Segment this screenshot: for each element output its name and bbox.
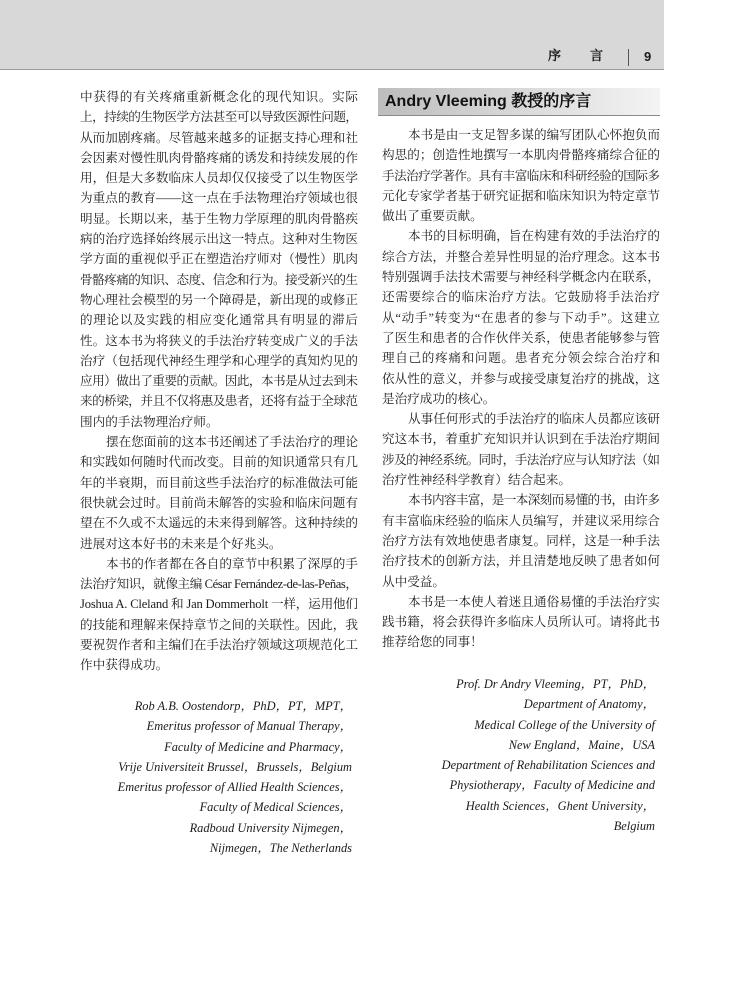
text-line: 望在不久或不太遥远的未来得到解答。这种持续的 (80, 516, 359, 531)
text-line: 的技能和理解来保持章节之间的关联性。因此，我 (80, 617, 359, 632)
signature-vleeming (382, 674, 655, 836)
signature-line: Emeritus professor of Allied Health Sciences， (117, 780, 352, 795)
text-line: 做出了重要贡献。 (382, 209, 483, 224)
text-line: 摆在您面前的这本书还阐述了手法治疗的理论 (106, 435, 359, 450)
paragraph (382, 409, 660, 490)
paragraph (382, 226, 660, 409)
text-line: 应用）做出了重要的贡献。因此，本书是从过去到未 (80, 374, 358, 389)
page-number: 9 (644, 49, 652, 64)
signature-line: Belgium (613, 819, 655, 834)
signature-line: Rob A.B. Oostendorp，PhD，PT，MPT， (134, 699, 352, 713)
signature-line: Prof. Dr Andry Vleeming，PT，PhD， (456, 677, 655, 691)
text-line: 很快就会过时。目前尚未解答的实验和临床问题有 (80, 495, 359, 510)
text-line: 围内的手法物理治疗师。 (80, 414, 219, 429)
text-line: 性。这本书为将狭义的手法治疗转变成广义的手法 (80, 333, 359, 348)
signature-line: Vrije Universiteit Brussel，Brussels，Belgium (118, 759, 352, 774)
text-line: 来的桥梁，并且不仅将惠及患者，还将有益于全球范 (80, 394, 358, 409)
section-heading: Andry Vleeming 教授的序言 (378, 88, 660, 116)
signature-line: Department of Rehabilitation Sciences and (441, 758, 655, 773)
text-line: 元化专家学者基于研究证据和临床知识为特定章节 (382, 188, 661, 203)
paragraph (382, 125, 660, 226)
right-column (382, 125, 660, 653)
signature-line: Physiotherapy，Faculty of Medicine and (449, 778, 655, 793)
signature-line: Medical College of the University of (474, 717, 655, 732)
text-line: 年的半衰期，而目前这些手法治疗的标准做法可能 (80, 475, 359, 490)
text-line: 本书是一本使人着迷且通俗易懂的手法治疗实 (408, 594, 661, 609)
paragraph (80, 87, 358, 432)
text-line: 依从性的意义，并参与或接受康复治疗的挑战，这 (382, 371, 661, 386)
text-line: 涉及的神经系统。同时，手法治疗应与认知疗法（如 (382, 452, 660, 467)
text-line: 明显。长期以来，基于生物力学原理的肌肉骨骼疾 (80, 211, 359, 226)
text-line: 和实践如何随时代而改变。目前的知识通常只有几 (80, 455, 359, 470)
text-line: 的理论以及实践的相应变化通常具有明显的滞后 (80, 313, 359, 328)
text-line: 特别强调手法技术需要与神经科学概念内在联系， (382, 270, 661, 285)
text-line: 手法治疗学著作。具有丰富临床和科研经验的国际多 (382, 168, 660, 183)
signature-line: Faculty of Medicine and Pharmacy， (164, 739, 352, 754)
text-line: 治疗性神经科学教育）结合起来。 (382, 473, 571, 488)
text-line: 治疗方法有效地使患者康复。同样，这是一种手法 (382, 533, 661, 548)
text-line: 病的治疗选择始终展示出这一特点。这种对生物医 (80, 232, 359, 247)
text-line: 是治疗成功的核心。 (382, 391, 496, 406)
text-line: 从“动手”转变为“在患者的参与下动手”。这建立 (382, 310, 661, 325)
text-line: 推荐给您的同事！ (382, 635, 483, 650)
signature-oostendorp (80, 696, 352, 858)
text-line: 会因素对慢性肌肉骨骼疼痛的诱发和持续发展的作 (80, 150, 359, 165)
text-line: Joshua A. Cleland 和 Jan Dommerholt 一样，运用他们 (80, 597, 358, 612)
section-title: 序 言 (548, 49, 612, 64)
paragraph (382, 592, 660, 653)
signature-line: Emeritus professor of Manual Therapy， (146, 719, 352, 734)
text-line: 进展对这本好书的未来是个好兆头。 (80, 536, 282, 551)
text-line: 用，但是大多数临床人员却仅仅接受了以生物医学 (80, 171, 359, 186)
text-line: 上，持续的生物医学方法甚至可以导致医源性问题， (80, 110, 358, 125)
text-line: 骨骼疼痛的知识、态度、信念和行为。接受新兴的生 (80, 272, 358, 287)
running-header (0, 0, 664, 70)
signature-line: Health Sciences，Ghent University， (465, 798, 655, 813)
text-line: 学方面的重视似乎正在塑造治疗师对（慢性）肌肉 (80, 252, 359, 267)
text-line: 了医生和患者的合作伙伴关系，使患者能够参与管 (382, 330, 661, 345)
text-line: 究这本书，着重扩充知识并认识到在手法治疗期间 (382, 432, 661, 447)
text-line: 本书内容丰富，是一本深刻而易懂的书，由许多 (408, 493, 660, 508)
text-line: 法治疗知识，就像主编 César Fernández-de-las-Peñas， (80, 577, 358, 592)
text-line: 物心理社会模型的另一个障碍是，新出现的或修正 (80, 292, 359, 307)
signature-line: Radboud University Nijmegen， (189, 820, 352, 835)
text-line: 要祝贺作者和主编们在手法治疗领域这项规范化工 (80, 638, 359, 653)
text-line: 有丰富临床经验的临床人员编写，并建议采用综合 (382, 513, 661, 528)
text-line: 治疗技术的创新方法，并且清楚地反映了患者如何 (382, 554, 661, 569)
left-column (80, 87, 358, 676)
signature-line: Department of Anatomy， (523, 697, 655, 712)
text-line: 治疗（包括现代神经生理学和心理学的真知灼见的 (80, 353, 359, 368)
text-line: 中获得的有关疼痛重新概念化的现代知识。实际 (80, 90, 359, 104)
text-line: 还需要综合的临床治疗方法。它鼓励将手法治疗 (382, 290, 661, 305)
text-line: 从中受益。 (382, 574, 445, 589)
text-line: 为重点的教育——这一点在手法物理治疗领域也很 (80, 191, 359, 206)
text-line: 从事任何形式的手法治疗的临床人员都应该研 (408, 412, 661, 427)
text-line: 践书籍，将会获得许多临床人员所认可。请将此书 (382, 615, 661, 630)
signature-line: New England，Maine，USA (508, 737, 655, 752)
paragraph (80, 554, 358, 676)
text-line: 从而加剧疼痛。尽管越来越多的证据支持心理和社 (80, 130, 359, 145)
header-divider (628, 49, 629, 66)
text-line: 理自己的疼痛和问题。患者充分领会综合治疗和 (382, 351, 661, 366)
text-line: 本书的作者都在各自的章节中积累了深厚的手 (106, 556, 359, 571)
text-line: 本书的目标明确，旨在构建有效的手法治疗的 (408, 229, 661, 244)
text-line: 作中获得成功。 (80, 658, 169, 673)
paragraph (80, 432, 358, 554)
text-line: 本书是由一支足智多谋的编写团队心怀抱负而 (408, 128, 661, 142)
signature-line: Faculty of Medical Sciences， (199, 800, 352, 815)
signature-line: Nijmegen，The Netherlands (209, 841, 352, 856)
text-line: 综合方法，并整合差异性明显的治疗理念。这本书 (382, 249, 661, 264)
text-line: 构思的；创造性地撰写一本肌肉骨骼疼痛综合征的 (382, 148, 661, 163)
paragraph (382, 490, 660, 591)
